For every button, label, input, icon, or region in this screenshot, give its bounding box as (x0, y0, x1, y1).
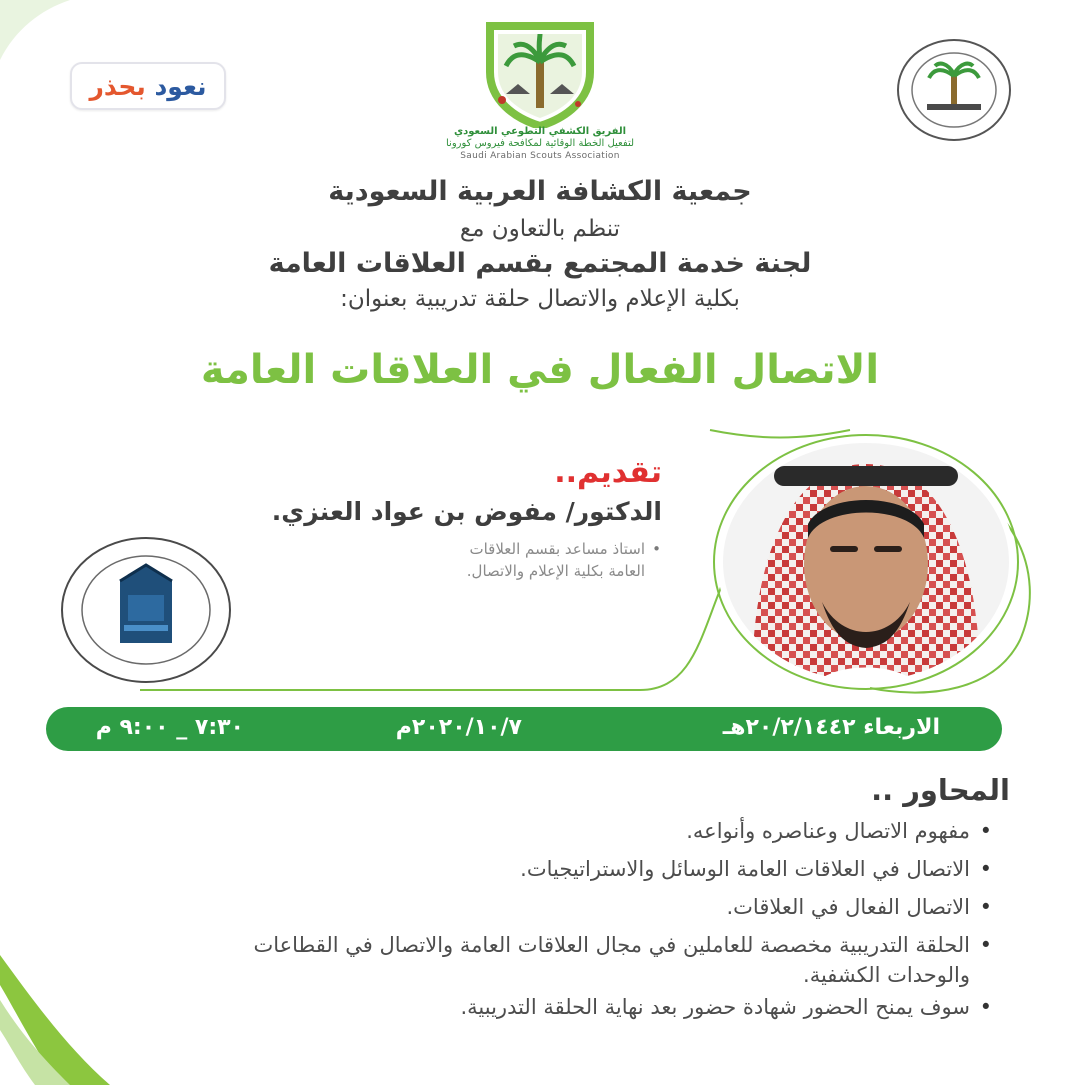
course-title: الاتصال الفعال في العلاقات العامة (200, 347, 880, 393)
presenter-name: الدكتور/ مفوض بن عواد العنزي. (271, 497, 662, 526)
topics-list (232, 816, 992, 1030)
schedule-gregorian-date: ٢٠٢٠/١٠/٧م (395, 715, 522, 740)
presenter-photo (712, 434, 1020, 690)
scout-caption-line-2: لتفعيل الخطة الوقائية لمكافحة فيروس كورونا (445, 138, 635, 149)
presenter-role: • استاذ مساعد بقسم العلاقات العامة بكلية الإعلام والاتصال. (430, 538, 645, 582)
topic-item: • سوف يمنح الحضور شهادة حضور بعد نهاية الحلقة التدريبية. (232, 992, 992, 1022)
scout-team-shield-logo (482, 20, 598, 128)
organizes-with-line: تنظم بالتعاون مع (459, 216, 621, 242)
corner-shape-top-left (0, 0, 70, 60)
scout-caption-en: Saudi Arabian Scouts Association (460, 151, 620, 161)
organizer-line: جمعية الكشافة العربية السعودية (328, 176, 752, 207)
presenter-label: تقديم.. (554, 455, 662, 490)
we-return-carefully-badge (70, 62, 226, 110)
badge-word-2: بحذر (89, 71, 146, 101)
topics-heading: المحاور .. (871, 773, 1010, 807)
badge-word-1: نعود (154, 71, 207, 101)
scout-team-caption (400, 126, 680, 162)
topic-item: • الحلقة التدريبية مخصصة للعاملين في مجال العلاقات العامة والاتصال في القطاعات والوحدات الكشفية. (232, 930, 992, 990)
topic-item: • الاتصال في العلاقات العامة الوسائل والاستراتيجيات. (232, 854, 992, 884)
schedule-bar (46, 707, 1002, 751)
topic-item: • الاتصال الفعال في العلاقات. (232, 892, 992, 922)
university-seal (58, 535, 234, 685)
corner-stripe-bottom-left-1 (0, 955, 110, 1085)
topic-item: • مفهوم الاتصال وعناصره وأنواعه. (232, 816, 992, 846)
faculty-line: بكلية الإعلام والاتصال حلقة تدريبية بعنوان: (340, 286, 740, 312)
scouts-association-seal (895, 38, 1013, 142)
scout-caption-line-1: الفريق الكشفي التطوعي السعودي (453, 126, 627, 137)
schedule-day-hijri: الاربعاء ٢٠/٢/١٤٤٢هـ (722, 715, 940, 740)
corner-stripe-bottom-left-2 (0, 1000, 70, 1085)
schedule-time: ٧:٣٠ _ ٩:٠٠ م (95, 715, 244, 740)
partner-line: لجنة خدمة المجتمع بقسم العلاقات العامة (268, 248, 812, 279)
